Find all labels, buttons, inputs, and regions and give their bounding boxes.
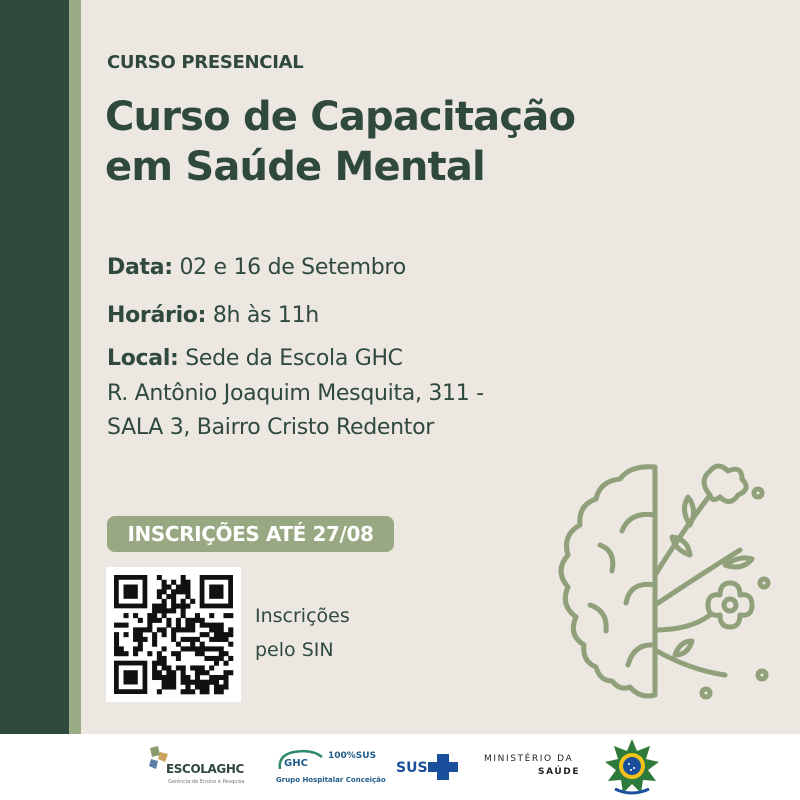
title-line-1: Curso de Capacitação xyxy=(105,94,576,140)
ministry-line-1: MINISTÉRIO DA xyxy=(484,754,574,764)
escola-ghc-name: ESCOLAGHC xyxy=(166,762,244,776)
address-line-1: R. Antônio Joaquim Mesquita, 311 - xyxy=(107,381,484,406)
left-sage-band xyxy=(69,0,81,734)
course-title xyxy=(105,92,575,192)
sus-cross-icon xyxy=(396,752,466,784)
address-line-2: SALA 3, Bairro Cristo Redentor xyxy=(107,415,435,440)
qr-code[interactable] xyxy=(106,567,241,702)
qr-caption-line-2: pelo SIN xyxy=(255,639,334,661)
date-value: 02 e 16 de Setembro xyxy=(172,255,406,280)
time-value: 8h às 11h xyxy=(206,303,319,328)
coat-of-arms-icon xyxy=(601,737,663,799)
ghc-mark: GHC xyxy=(284,758,308,769)
qr-caption-line-1: Inscrições xyxy=(255,605,350,627)
registration-deadline-badge xyxy=(107,516,394,552)
location-label: Local: xyxy=(107,346,179,371)
location-value: Sede da Escola GHC xyxy=(178,346,403,371)
time-label: Horário: xyxy=(107,303,207,328)
qr-code-icon xyxy=(106,567,241,702)
time-row xyxy=(107,303,319,328)
ghc-100-sus: 100%SUS xyxy=(328,751,377,761)
title-line-2: em Saúde Mental xyxy=(105,144,485,190)
sus-label: SUS xyxy=(396,760,428,776)
ghc-logo-icon xyxy=(276,749,326,773)
course-type: CURSO PRESENCIAL xyxy=(107,52,304,73)
ghc-full-name: Grupo Hospitalar Conceição xyxy=(276,776,386,784)
escola-ghc-subtitle: Gerência de Ensino e Pesquisa xyxy=(168,779,245,785)
location-row xyxy=(107,346,403,371)
brain-flower-illustration xyxy=(530,455,790,705)
left-dark-band xyxy=(0,0,69,734)
deadline-text: INSCRIÇÕES ATÉ 27/08 xyxy=(127,522,374,546)
date-label: Data: xyxy=(107,255,173,280)
ministry-line-2: SAÚDE xyxy=(538,767,581,777)
date-row xyxy=(107,255,406,280)
